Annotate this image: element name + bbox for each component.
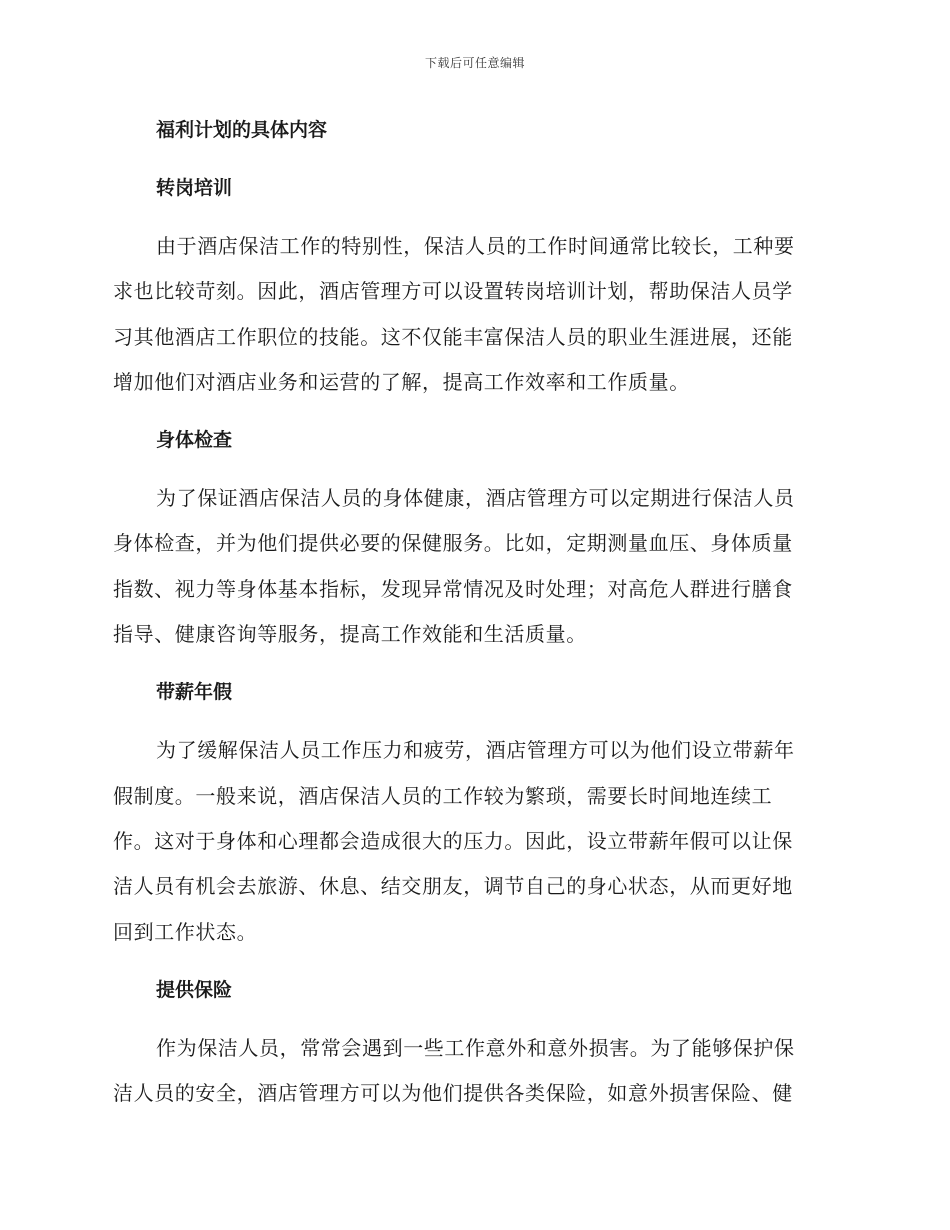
section-paragraph-health-check	[113, 476, 831, 657]
section-paragraph-insurance	[113, 1026, 831, 1117]
paragraph-line: 回到工作状态。	[113, 919, 258, 944]
section-heading-transfer-training: 转岗培训	[156, 177, 233, 199]
paragraph-line: 作为保洁人员，常常会遇到一些工作意外和意外损害。为了能够保护保	[156, 1035, 795, 1060]
paragraph-line: 假制度。一般来说，酒店保洁人员的工作较为繁琐，需要长时间地连续工	[113, 783, 773, 808]
paragraph-line: 求也比较苛刻。因此，酒店管理方可以设置转岗培训计划，帮助保洁人员学	[113, 279, 793, 304]
section-paragraph-paid-leave	[113, 728, 831, 954]
section-paragraph-transfer-training	[113, 224, 831, 405]
section-heading-insurance: 提供保险	[156, 978, 233, 1001]
paragraph-line: 洁人员有机会去旅游、休息、结交朋友，调节自己的身心状态，从而更好地	[113, 874, 793, 899]
section-heading-paid-leave: 带薪年假	[156, 681, 233, 704]
paragraph-line: 为了缓解保洁人员工作压力和疲劳，酒店管理方可以为他们设立带薪年	[156, 738, 795, 763]
document-body	[113, 108, 831, 1129]
paragraph-line: 习其他酒店工作职位的技能。这不仅能丰富保洁人员的职业生涯进展，还能	[113, 324, 793, 349]
section-heading-health-check: 身体检查	[156, 429, 233, 452]
paragraph-line: 身体检查，并为他们提供必要的保健服务。比如，定期测量血压、身体质量	[113, 531, 793, 556]
document-title: 福利计划的具体内容	[156, 119, 328, 141]
paragraph-line: 指导、健康咨询等服务，提高工作效能和生活质量。	[113, 622, 587, 647]
paragraph-line: 作。这对于身体和心理都会造成很大的压力。因此，设立带薪年假可以让保	[113, 828, 793, 853]
page-header: 下载后可任意编辑	[424, 56, 525, 70]
paragraph-line: 由于酒店保洁工作的特别性，保洁人员的工作时间通常比较长，工种要	[156, 234, 795, 258]
paragraph-line: 增加他们对酒店业务和运营的了解，提高工作效率和工作质量。	[113, 369, 690, 394]
paragraph-line: 为了保证酒店保洁人员的身体健康，酒店管理方可以定期进行保洁人员	[156, 486, 795, 511]
paragraph-line: 洁人员的安全，酒店管理方可以为他们提供各类保险，如意外损害保险、健	[113, 1081, 793, 1106]
paragraph-line: 指数、视力等身体基本指标，发现异常情况及时处理；对高危人群进行膳食	[113, 576, 793, 601]
